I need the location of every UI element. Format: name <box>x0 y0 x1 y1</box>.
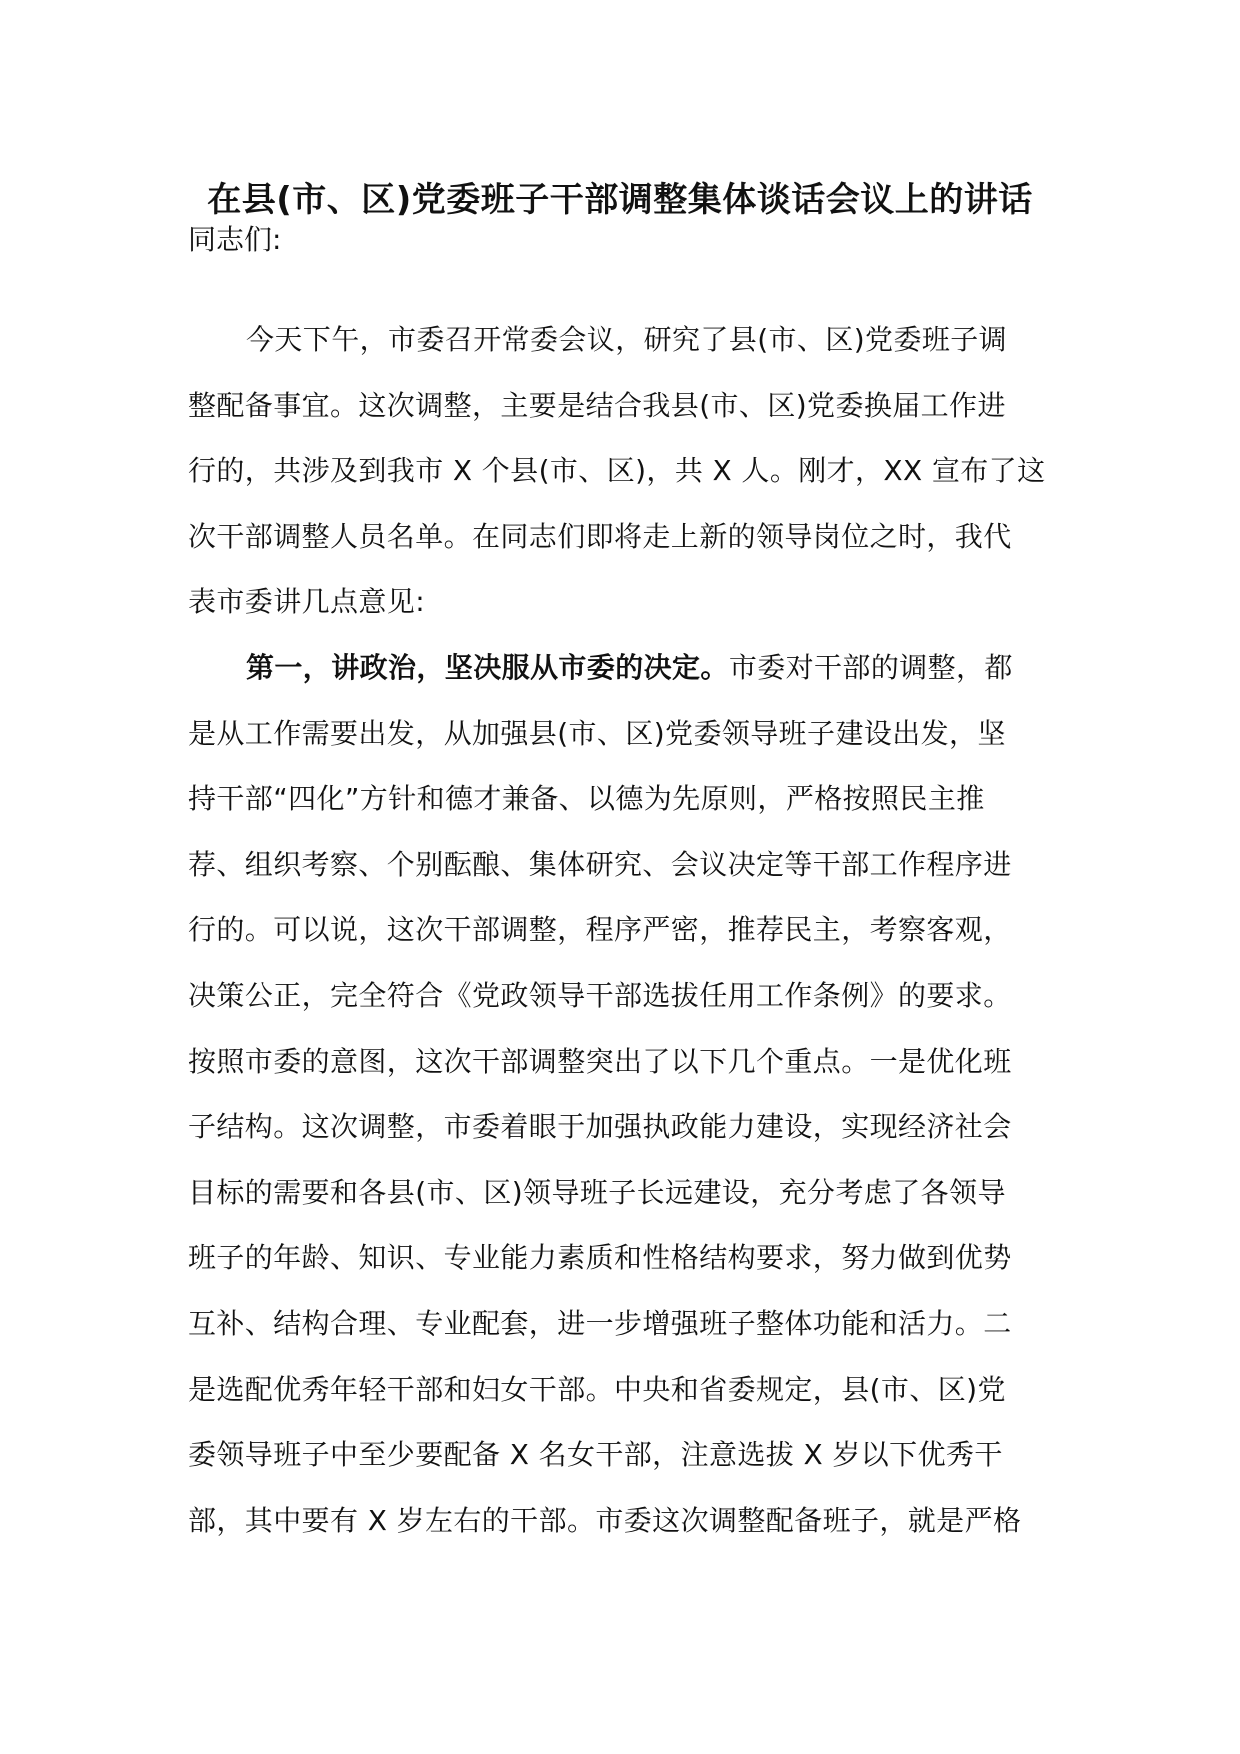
body-line <box>188 1433 1058 1499</box>
body-line <box>188 908 1058 974</box>
body-line-text: 行的。可以说，这次干部调整，程序严密，推荐民主，考察客观， <box>188 913 1012 947</box>
body-line-text: 互补、结构合理、专业配套，进一步增强班子整体功能和活力。二 <box>188 1306 1012 1340</box>
body-line <box>188 449 1058 515</box>
body-line-text: 委领导班子中至少要配备 X 名女干部，注意选拔 X 岁以下优秀干 <box>188 1438 1003 1472</box>
section-heading: 第一，讲政治，坚决服从市委的决定。 <box>246 650 729 684</box>
body-line-text: 市委对干部的调整，都 <box>728 650 1013 684</box>
body-line-text: 是选配优秀年轻干部和妇女干部。中央和省委规定，县(市、区)党 <box>188 1372 1006 1406</box>
body-line <box>188 384 1058 450</box>
body-line <box>188 843 1058 909</box>
body-line-text: 表市委讲几点意见: <box>188 585 426 619</box>
body-line <box>188 1105 1058 1171</box>
salutation: 同志们: <box>188 223 282 256</box>
body-line <box>188 580 1058 646</box>
body-line-text: 次干部调整人员名单。在同志们即将走上新的领导岗位之时，我代 <box>188 519 1012 553</box>
body-line-text: 持干部“四化”方针和德才兼备、以德为先原则，严格按照民主推 <box>188 782 985 816</box>
body-line-text: 目标的需要和各县(市、区)领导班子长远建设，充分考虑了各领导 <box>188 1175 1006 1209</box>
body-line-text: 决策公正，完全符合《党政领导干部选拔任用工作条例》的要求。 <box>188 978 1012 1012</box>
body-line <box>188 777 1058 843</box>
body-line-text: 班子的年龄、知识、专业能力素质和性格结构要求，努力做到优势 <box>188 1241 1012 1275</box>
document-title: 在县(市、区)党委班子干部调整集体谈话会议上的讲话 <box>207 180 1033 220</box>
body-line <box>188 1302 1058 1368</box>
body-line <box>188 318 1058 384</box>
body-line <box>188 1171 1058 1237</box>
body-line-text: 按照市委的意图，这次干部调整突出了以下几个重点。一是优化班 <box>188 1044 1012 1078</box>
body-line <box>188 515 1058 581</box>
body-line <box>188 974 1058 1040</box>
body-line-text: 荐、组织考察、个别酝酿、集体研究、会议决定等干部工作程序进 <box>188 847 1012 881</box>
document-body <box>188 318 1058 1564</box>
body-line-text: 行的，共涉及到我市 X 个县(市、区)，共 X 人。刚才，XX 宣布了这 <box>188 454 1046 488</box>
body-line <box>188 1040 1058 1106</box>
body-line <box>188 712 1058 778</box>
body-line <box>188 646 1058 712</box>
body-line-text: 整配备事宜。这次调整，主要是结合我县(市、区)党委换届工作进 <box>188 388 1006 422</box>
body-line-text: 今天下午，市委召开常委会议，研究了县(市、区)党委班子调 <box>246 323 1008 356</box>
body-line <box>188 1236 1058 1302</box>
body-line-text: 部，其中要有 X 岁左右的干部。市委这次调整配备班子，就是严格 <box>188 1503 1022 1537</box>
body-line-text: 是从工作需要出发，从加强县(市、区)党委领导班子建设出发，坚 <box>188 716 1006 750</box>
body-line <box>188 1368 1058 1434</box>
body-line-text: 子结构。这次调整，市委着眼于加强执政能力建设，实现经济社会 <box>188 1110 1012 1144</box>
body-line <box>188 1499 1058 1565</box>
